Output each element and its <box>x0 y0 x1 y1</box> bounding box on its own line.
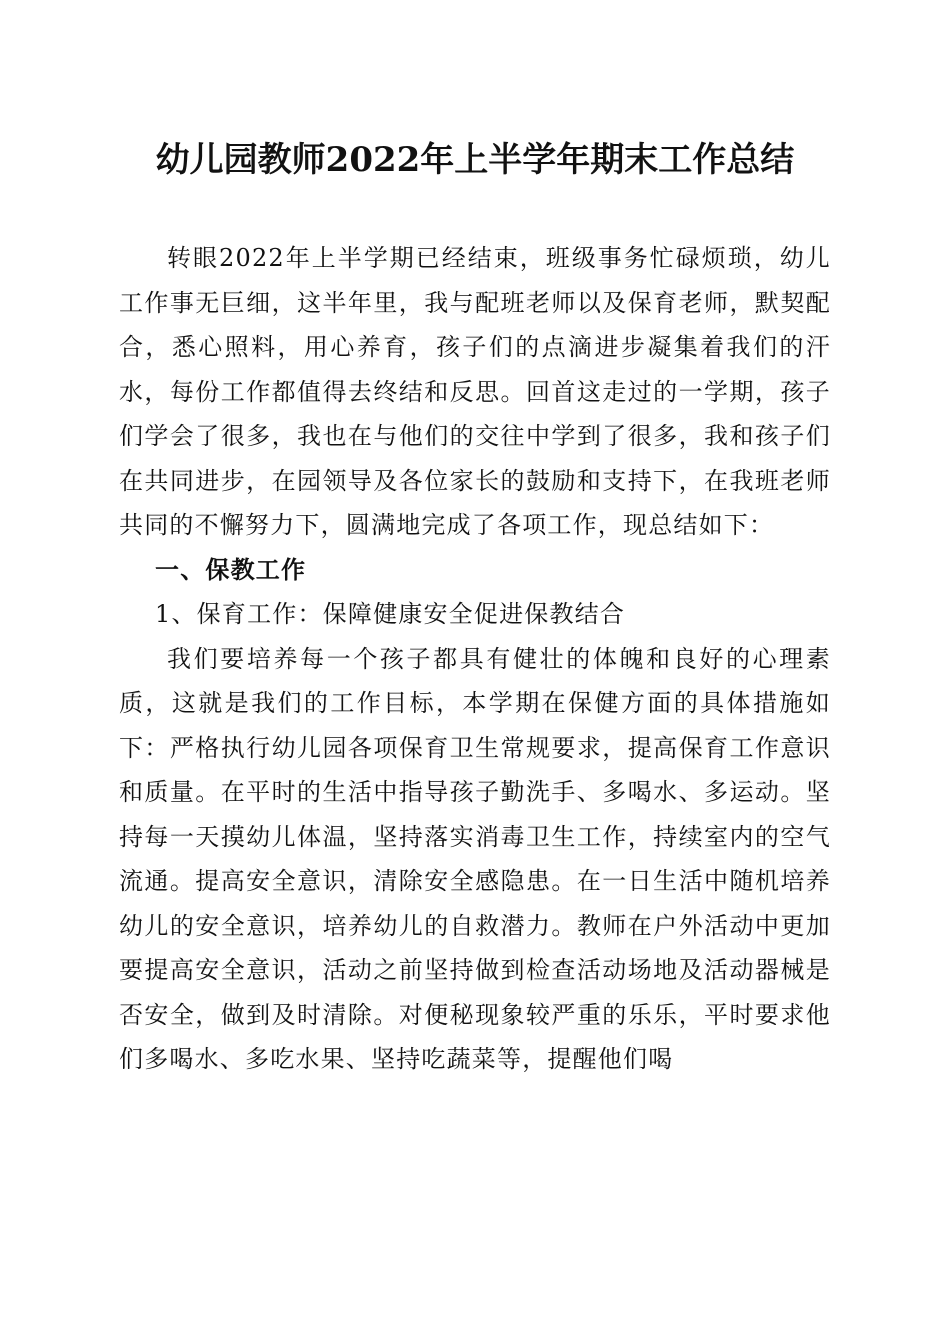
section-heading-care-education: 一、保教工作 <box>155 555 307 584</box>
subsection-heading-childcare: 1、保育工作：保障健康安全促进保教结合 <box>155 600 626 628</box>
document-body <box>119 236 831 1082</box>
intro-paragraph: 转眼2022年上半学期已经结束，班级事务忙碌烦琐，幼儿工作事无巨细，这半年里，我与配班老师以及保育老师，默契配合，悉心照料，用心养育，孩子们的点滴进步凝集着我们的汗水，每份工作都值得去终结和反思。回首这走过的一学期，孩子们学会了很多，我也在与他们的交往中学到了很多，我和孩子们在共同进步，在园领导及各位家长的鼓励和支持下，在我班老师共同的不懈努力下，圆满地完成了各项工作，现总结如下： <box>119 244 831 539</box>
document-title: 幼儿园教师2022年上半学年期末工作总结 <box>155 140 795 180</box>
childcare-paragraph: 我们要培养每一个孩子都具有健壮的体魄和良好的心理素质，这就是我们的工作目标，本学期在保健方面的具体措施如下：严格执行幼儿园各项保育卫生常规要求，提高保育工作意识和质量。在平时的生活中指导孩子勤洗手、多喝水、多运动。坚持每一天摸幼儿体温，坚持落实消毒卫生工作，持续室内的空气流通。提高安全意识，清除安全感隐患。在一日生活中随机培养幼儿的安全意识，培养幼儿的自救潜力。教师在户外活动中更加要提高安全意识，活动之前坚持做到检查活动场地及活动器械是否安全，做到及时清除。对便秘现象较严重的乐乐，平时要求他们多喝水、多吃水果、坚持吃蔬菜等，提醒他们喝 <box>119 644 831 1073</box>
